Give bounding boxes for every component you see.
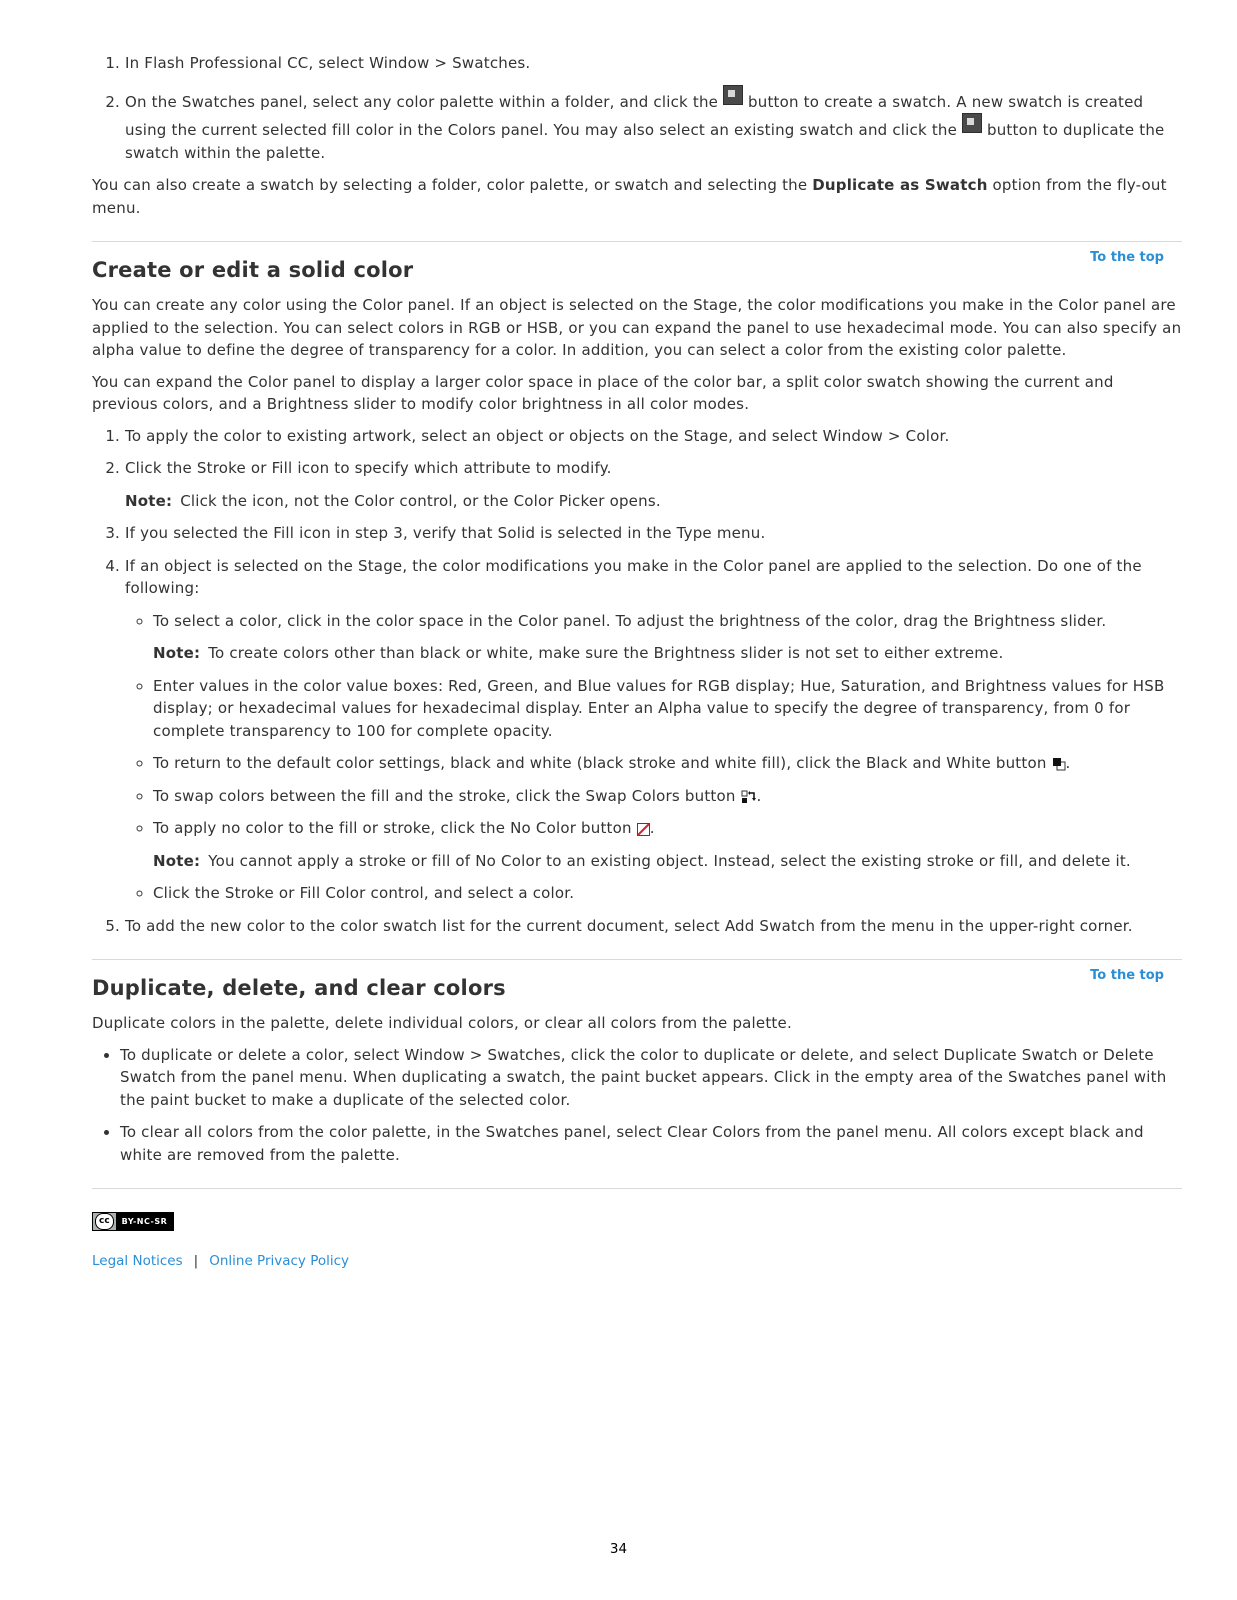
- section1-paragraph-1: You can create any color using the Color panel. If an object is selected on the Stage, the color modifications you make in the Color panel are applied to the selection. You can select colors in RGB or HSB, or you can expand the panel to use hexadecimal mode. You can also specify an alpha value to define the degree of transparency for a color. In addition, you can select a color from the existing color palette.: [92, 296, 1182, 359]
- note-text: To create colors other than black or white, make sure the Brightness slider is not set to either extreme.: [208, 644, 1004, 662]
- privacy-policy-link[interactable]: Online Privacy Policy: [209, 1253, 350, 1269]
- page-number: 34: [609, 1541, 628, 1557]
- color-step-3: 3. If you selected the Fill icon in step 3, verify that Solid is selected in the Type menu.: [125, 522, 1182, 545]
- color-step-2: [125, 457, 1182, 512]
- period: .: [756, 786, 762, 805]
- footer-links: [92, 1253, 1182, 1269]
- legal-notices-link[interactable]: Legal Notices: [92, 1253, 183, 1269]
- document-page: [92, 52, 1182, 1269]
- intro-para-text-b: option from the fly-out menu.: [92, 176, 1167, 217]
- to-the-top-link[interactable]: To the top: [1090, 968, 1164, 983]
- option-black-white: [153, 752, 1182, 775]
- black-and-white-icon: [1052, 757, 1066, 771]
- section-title: Create or edit a solid color: [92, 258, 414, 282]
- intro-steps: [92, 52, 1182, 164]
- color-step-1: 1. To apply the color to existing artwork, select an object or objects on the Stage, and select Window > Color.: [125, 425, 1182, 448]
- license-terms: BY-NC-SR: [116, 1213, 174, 1230]
- note-label: Note:: [153, 644, 201, 662]
- color-step-2-text: Click the Stroke or Fill icon to specify which attribute to modify.: [125, 459, 612, 477]
- new-swatch-button-icon: [723, 85, 743, 105]
- option-no-color-text: To apply no color to the fill or stroke, click the No Color button: [153, 819, 637, 837]
- option-swap-colors-text: To swap colors between the fill and the stroke, click the Swap Colors button: [153, 786, 741, 805]
- duplicate-as-swatch-label: Duplicate as Swatch: [812, 176, 988, 194]
- color-step-5: 5. To add the new color to the color swatch list for the current document, select Add Swatch from the menu in the upper-right corner.: [125, 915, 1182, 938]
- option-color-space: [153, 610, 1182, 665]
- footer-divider: [92, 1188, 1182, 1189]
- no-color-icon: [637, 823, 650, 836]
- note-text: You cannot apply a stroke or fill of No Color to an existing object. Instead, select the existing stroke or fill, and delete it.: [208, 851, 1131, 870]
- section2-intro: Duplicate colors in the palette, delete individual colors, or clear all colors from the palette.: [92, 1014, 792, 1032]
- period: .: [649, 819, 655, 837]
- cc-logo: cc: [95, 1213, 114, 1230]
- note: [125, 490, 1182, 513]
- option-color-space-text: To select a color, click in the color space in the Color panel. To adjust the brightness of the color, drag the Brightness slider.: [153, 611, 1107, 630]
- duplicate-options-list: [92, 1044, 1182, 1167]
- section-title: Duplicate, delete, and clear colors: [92, 976, 506, 1000]
- duplicate-swatch-button-icon: [962, 113, 982, 133]
- to-the-top-link[interactable]: To the top: [1090, 250, 1164, 265]
- duplicate-delete-item: • To duplicate or delete a color, select Window > Swatches, click the color to duplicate or delete, and select Duplicate Swatch or Delete Swatch from the panel menu. When duplicating a swatch, the paint bucket appears. Click in the empty area of the Swatches panel with the paint bucket to make a duplicate of the selected color.: [120, 1044, 1182, 1112]
- section-create-edit-header: [92, 242, 1182, 284]
- intro-step-2-text-c: button to duplicate the swatch within the palette.: [125, 121, 1165, 162]
- period: .: [1065, 754, 1071, 772]
- note: [153, 850, 1182, 873]
- license-badge[interactable]: [92, 1212, 174, 1231]
- link-separator: |: [193, 1253, 199, 1269]
- intro-step-2-text-a: On the Swatches panel, select any color palette within a folder, and click the: [125, 92, 724, 111]
- color-steps-list: [92, 425, 1182, 938]
- option-no-color: [153, 817, 1182, 872]
- note-label: Note:: [125, 491, 173, 510]
- color-step-4: [125, 555, 1182, 905]
- option-color-control: ◦ Click the Stroke or Fill Color control, and select a color.: [153, 882, 1182, 905]
- intro-step-1: 1. In Flash Professional CC, select Window > Swatches.: [125, 52, 1182, 75]
- clear-colors-item: • To clear all colors from the color palette, in the Swatches panel, select Clear Colors from the panel menu. All colors except black and white are removed from the palette.: [120, 1121, 1182, 1166]
- option-value-boxes: ◦ Enter values in the color value boxes: Red, Green, and Blue values for RGB display; Hue, Saturation, and Brightness values for HSB display; or hexadecimal values for hexadecimal display. Enter an Alpha value to specify the degree of transparency, from 0 for complete transparency to 100 for complete opacity.: [153, 675, 1182, 743]
- option-black-white-text: To return to the default color settings, black and white (black stroke and white fill), click the Black and White button: [153, 754, 1052, 772]
- note-text: Click the icon, not the Color control, or the Color Picker opens.: [180, 491, 661, 510]
- color-step-4-text: If an object is selected on the Stage, the color modifications you make in the Color panel are applied to the selection. Do one of the following:: [125, 556, 1142, 597]
- note: [153, 642, 1182, 665]
- intro-step-2: [125, 85, 1182, 165]
- note-label: Note:: [153, 851, 201, 870]
- section1-paragraph-2: You can expand the Color panel to display a larger color space in place of the color bar, a split color swatch showing the current and previous colors, and a Brightness slider to modify color brightness in all color modes.: [92, 372, 1114, 413]
- color-options-list: [125, 610, 1182, 905]
- intro-step-2-text-b: button to create a swatch. A new swatch is created using the current selected fill color in the Colors panel. You may also select an existing swatch and click the: [125, 92, 1144, 139]
- swap-colors-icon: [741, 790, 757, 804]
- intro-para-text-a: You can also create a swatch by selecting a folder, color palette, or swatch and selecting the: [92, 176, 813, 194]
- option-swap-colors: [153, 785, 1182, 808]
- intro-paragraph: [92, 174, 1182, 219]
- section-duplicate-header: [92, 960, 1182, 1002]
